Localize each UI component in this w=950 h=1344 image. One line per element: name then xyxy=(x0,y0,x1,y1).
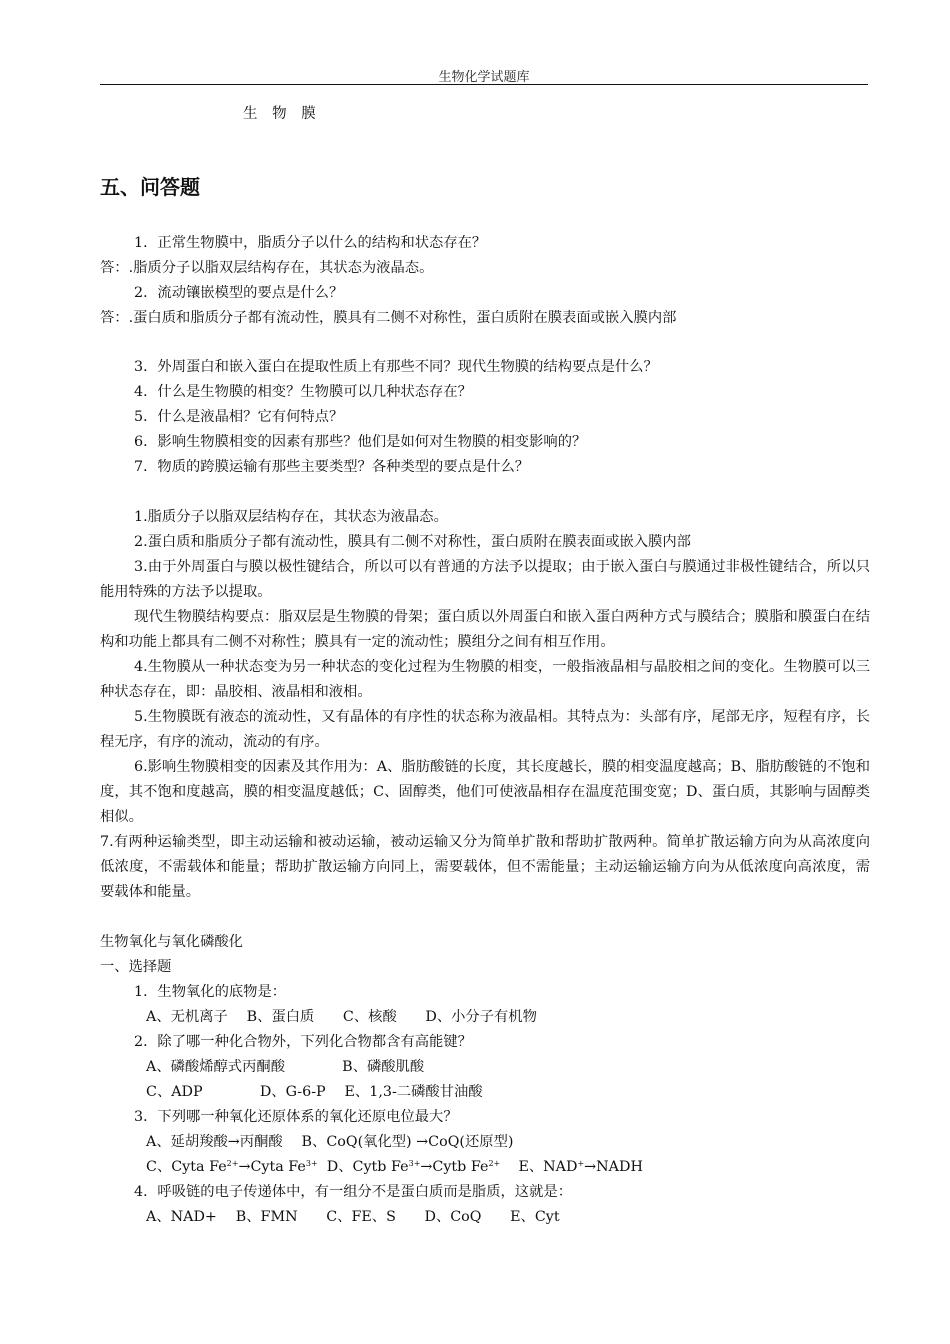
mc-question-3: 3．下列哪一种氧化还原体系的氧化还原电位最大？ xyxy=(134,1109,458,1125)
mc-question-1: 1．生物氧化的底物是： xyxy=(134,984,287,1000)
section-heading: 五、问答题 xyxy=(100,175,200,199)
section-subtitle: 一、选择题 xyxy=(100,959,172,975)
question-2: 2．流动镶嵌模型的要点是什么？ xyxy=(134,285,344,301)
answer-2: 答：.蛋白质和脂质分子都有流动性，膜具有二侧不对称性，蛋白质附在膜表面或嵌入膜内部 xyxy=(100,310,677,326)
question-5: 5．什么是液晶相？它有何特点？ xyxy=(134,409,344,425)
answer-paragraph: 3.由于外周蛋白与膜以极性键结合，所以可以有普通的方法予以提取；由于嵌入蛋白与膜通过非极性键结合，所以只能用特殊的方法予以提取。 xyxy=(100,559,870,600)
chapter-title: 生 物 膜 xyxy=(243,106,321,122)
question-4: 4．什么是生物膜的相变？生物膜可以几种状态存在？ xyxy=(134,384,472,400)
mc-options-1: A、无机离子 B、蛋白质 C、核酸 D、小分子有机物 xyxy=(146,1009,537,1025)
answer-1: 答：.脂质分子以脂双层结构存在，其状态为液晶态。 xyxy=(100,260,434,276)
question-3: 3．外周蛋白和嵌入蛋白在提取性质上有那些不同？现代生物膜的结构要点是什么？ xyxy=(134,359,658,375)
answer-paragraph: 现代生物膜结构要点：脂双层是生物膜的骨架；蛋白质以外周蛋白和嵌入蛋白两种方式与膜结合；膜脂和膜蛋白在结构和功能上都具有二侧不对称性；膜具有一定的流动性；膜组分之间有相互作用。 xyxy=(100,609,870,650)
question-1: 1．正常生物膜中，脂质分子以什么的结构和状态存在？ xyxy=(134,235,487,251)
answer-paragraph: 5.生物膜既有液态的流动性，又有晶体的有序性的状态称为液晶相。其特点为：头部有序，尾部无序，短程有序，长程无序，有序的流动，流动的有序。 xyxy=(100,709,870,750)
answer-paragraph: 4.生物膜从一种状态变为另一种状态的变化过程为生物膜的相变，一般指液晶相与晶胶相之间的变化。生物膜可以三种状态存在，即：晶胶相、液晶相和液相。 xyxy=(100,659,870,700)
mc-options-3b: C、Cyta $Fe^{2+}\to Cyta$ $Fe^{3+}$ D、Cytb $Fe^{3+}\to Cytb$ $Fe^{2+}$ E、NAD+→NADH xyxy=(146,1159,643,1175)
answer-paragraph: 7.有两种运输类型，即主动运输和被动运输，被动运输又分为简单扩散和帮助扩散两种。简单扩散运输方向为从高浓度向低浓度，不需载体和能量；帮助扩散运输方向同上，需要载体，但不需能量；主动运输运输方向为从低浓度向高浓度，需要载体和能量。 xyxy=(100,834,870,900)
mc-options-3a: A、延胡羧酸→丙酮酸 B、CoQ(氧化型) →CoQ(还原型) xyxy=(146,1134,514,1150)
mc-options-2b: C、ADP D、G-6-P E、1,3-二磷酸甘油酸 xyxy=(146,1084,483,1100)
mc-options-2a: A、磷酸烯醇式丙酮酸 B、磷酸肌酸 xyxy=(146,1059,425,1075)
mc-options-4: A、NAD+ B、FMN C、FE、S D、CoQ E、Cyt xyxy=(146,1209,560,1225)
answer-paragraph: 1.脂质分子以脂双层结构存在，其状态为液晶态。 xyxy=(134,509,448,525)
mc-question-4: 4．呼吸链的电子传递体中，有一组分不是蛋白质而是脂质，这就是： xyxy=(134,1184,572,1200)
question-6: 6．影响生物膜相变的因素有那些？他们是如何对生物膜的相变影响的？ xyxy=(134,434,587,450)
answer-paragraph: 2.蛋白质和脂质分子都有流动性，膜具有二侧不对称性，蛋白质附在膜表面或嵌入膜内部 xyxy=(134,534,691,550)
mc-question-2: 2．除了哪一种化合物外，下列化合物都含有高能键？ xyxy=(134,1034,472,1050)
section-title: 生物氧化与氧化磷酸化 xyxy=(100,934,243,950)
answer-paragraph: 6.影响生物膜相变的因素及其作用为：A、脂肪酸链的长度，其长度越长，膜的相变温度越高；B、脂肪酸链的不饱和度，其不饱和度越高，膜的相变温度越低；C、固醇类，他们可使液晶相存在温度范围变宽；D、蛋白质，其影响与固醇类相似。 xyxy=(100,759,870,825)
question-7: 7．物质的跨膜运输有那些主要类型？各种类型的要点是什么？ xyxy=(134,459,530,475)
header-rule xyxy=(100,84,868,85)
running-header: 生物化学试题库 xyxy=(438,70,530,85)
